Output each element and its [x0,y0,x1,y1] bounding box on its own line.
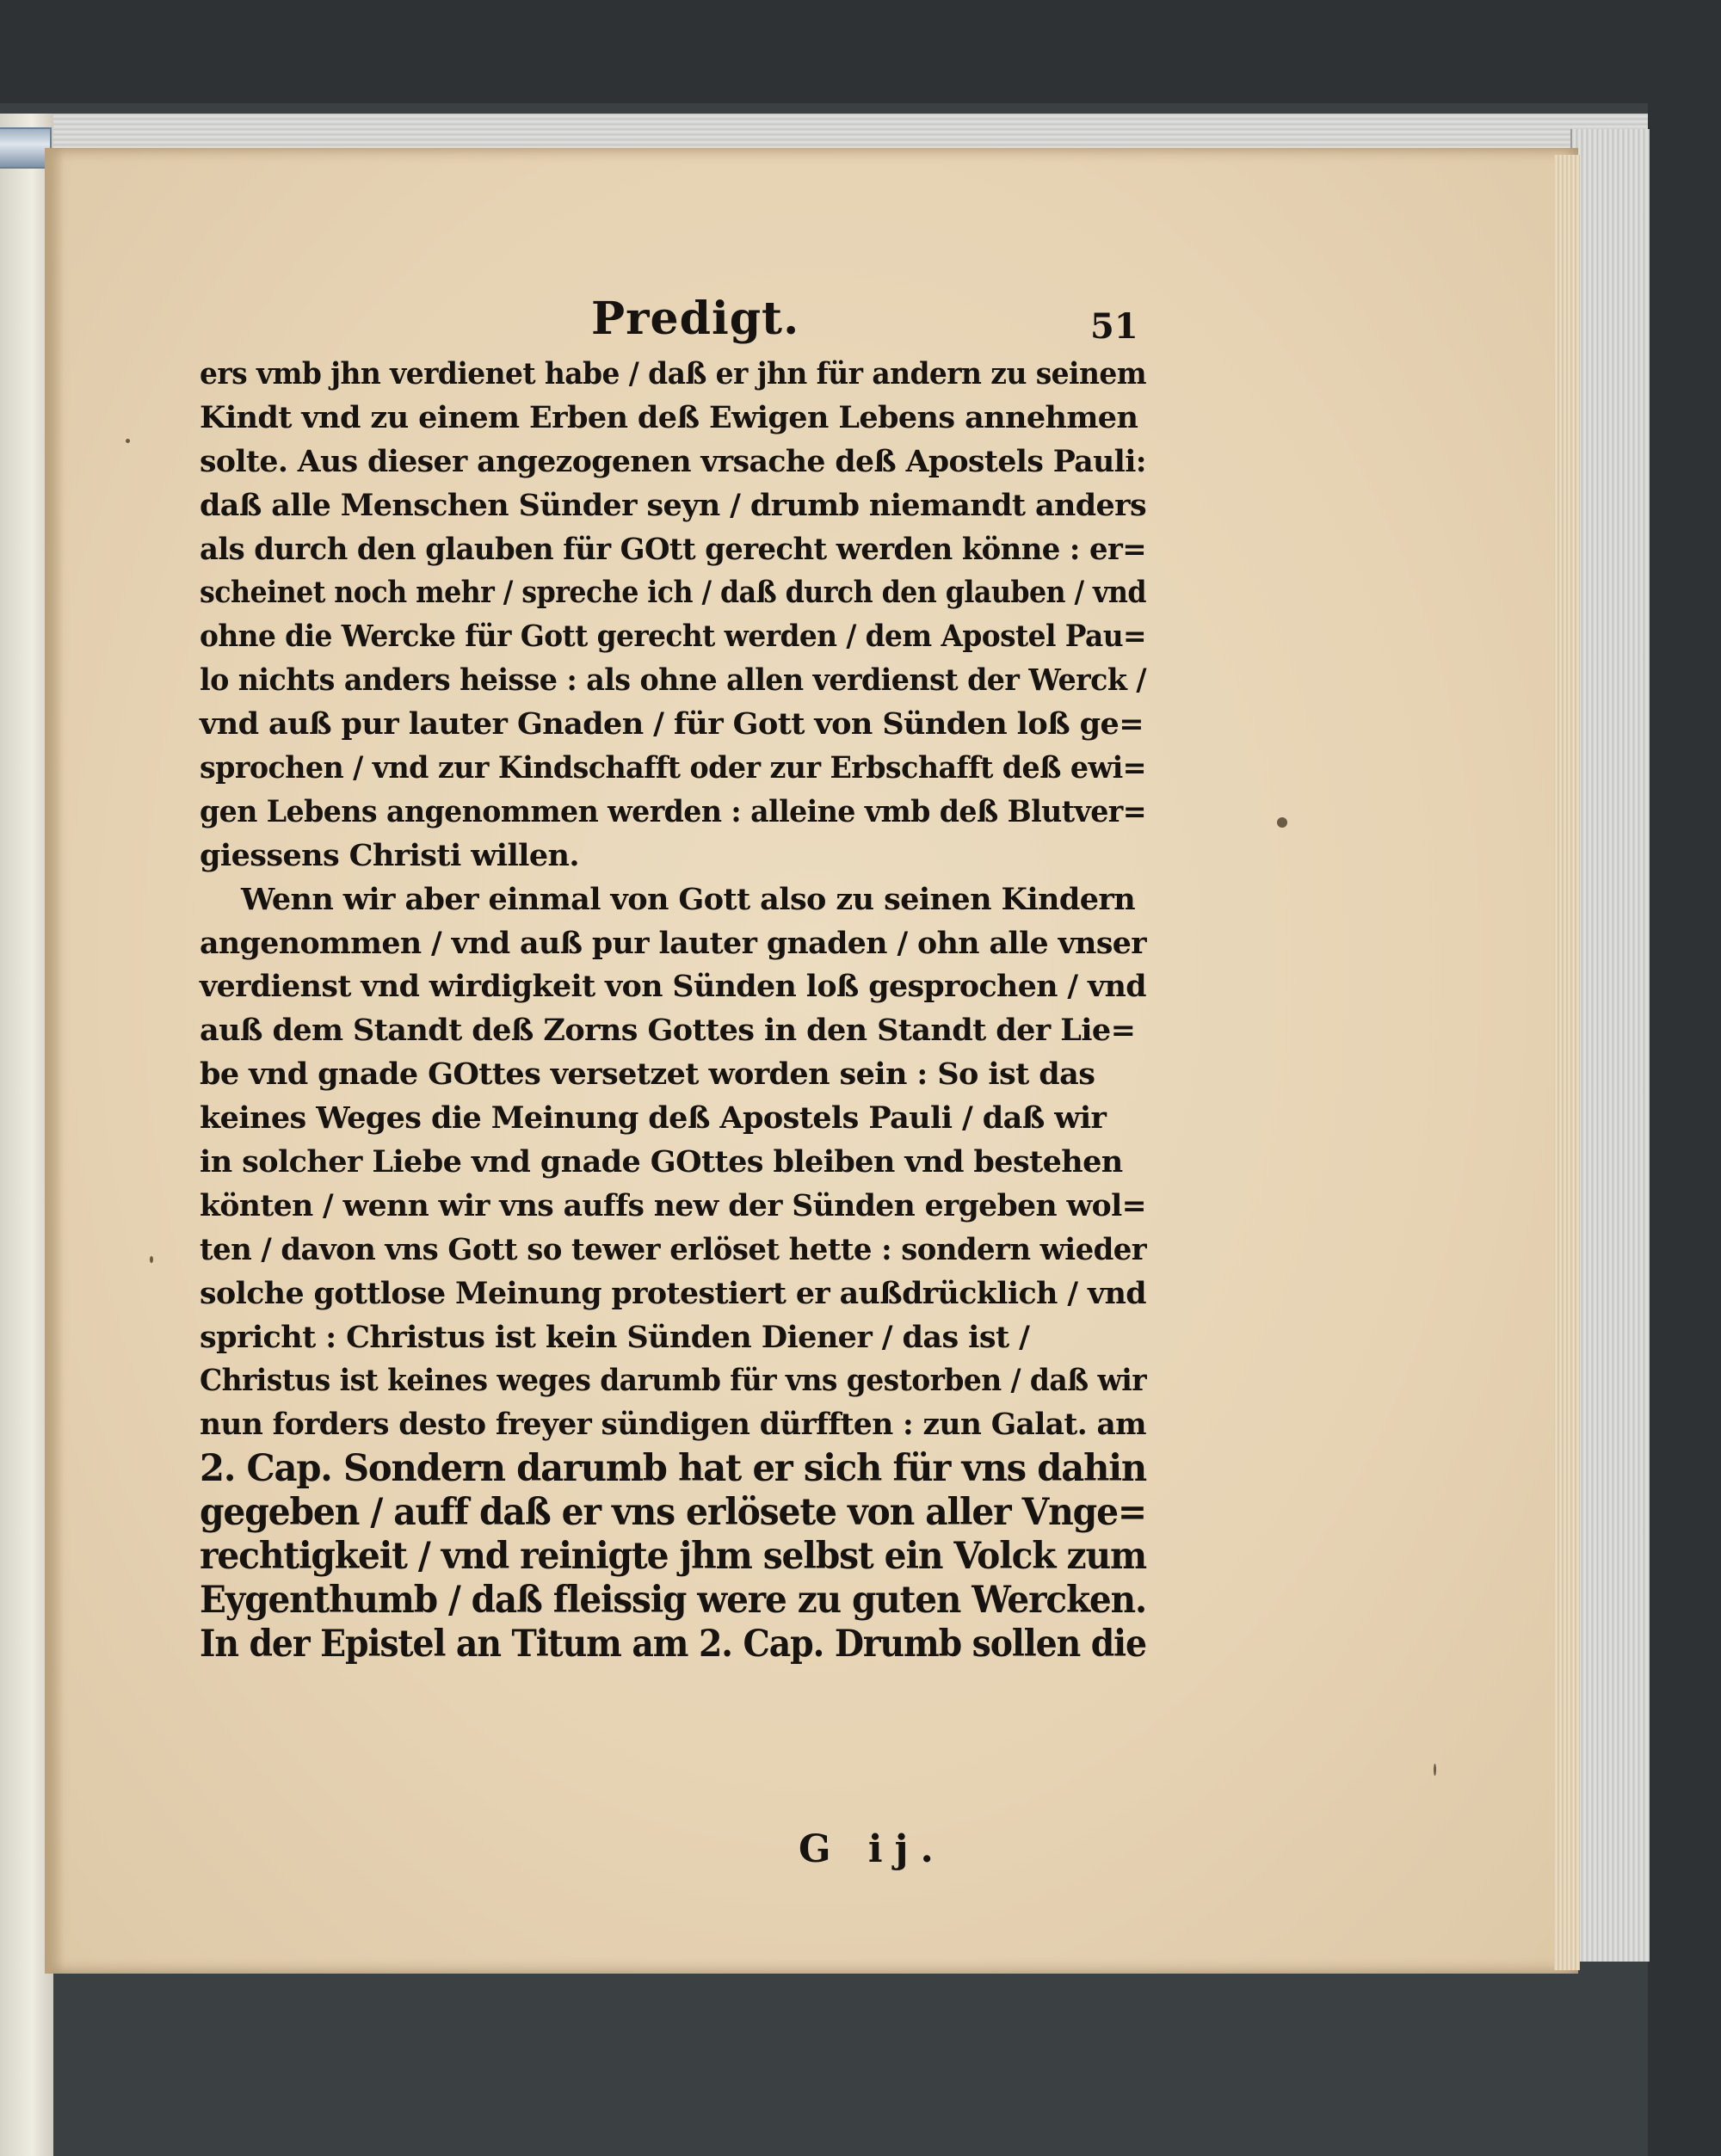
text-line: gen Lebens angenommen werden : alleine vmb deß Blutver= [200,793,1146,829]
scripture-quote-line: 2. Cap. Sondern darumb hat er sich für vns dahin [200,1447,1146,1491]
ink-speck [150,1256,153,1263]
ink-speck [1434,1764,1436,1776]
text-line: auß dem Standt deß Zorns Gottes in den Standt der Lie= [200,1013,1136,1049]
text-line: lo nichts anders heisse : als ohne allen verdienst der Werck / [200,662,1146,699]
text-line: ten / davon vns Gott so tewer erlöset hette : sondern wieder [200,1231,1146,1267]
signature-mark: G ij. [799,1827,946,1871]
book-cover-right [1570,129,1650,1962]
page-gutter-shadow [45,148,64,1974]
book-cover-top [53,114,1648,150]
ink-speck [1277,817,1287,828]
page-number: 51 [1090,306,1138,347]
text-line: keines Weges die Meinung deß Apostels Pauli / daß wir [200,1100,1107,1137]
text-line: scheinet noch mehr / spreche ich / daß durch den glauben / vnd [200,575,1146,611]
page-header [200,293,1146,348]
text-line: verdienst vnd wirdigkeit von Sünden loß gesprochen / vnd [200,969,1146,1005]
scripture-quote-line: In der Epistel an Titum am 2. Cap. Drumb sollen die [200,1622,1146,1666]
scripture-quote-line: gegeben / auff daß er vns erlösete von aller Vnge= [200,1491,1146,1535]
text-line: ohne die Wercke für Gott gerecht werden / dem Apostel Pau= [200,619,1146,655]
running-head: Predigt. [591,293,800,345]
text-line: ers vmb jhn verdienet habe / daß er jhn für andern zu seinem [200,356,1146,391]
text-line: angenommen / vnd auß pur lauter gnaden / ohn alle vnser [200,925,1146,961]
text-line: Christus ist keines weges darumb für vns gestorben / daß wir [200,1363,1146,1399]
scripture-quote-line: rechtigkeit / vnd reinigte jhm selbst ein Volck zum [200,1535,1146,1579]
text-line: daß alle Menschen Sünder seyn / drumb niemandt anders [200,487,1146,523]
ink-speck [126,439,130,443]
text-line: sprochen / vnd zur Kindschafft oder zur Erbschafft deß ewi= [200,750,1146,786]
text-line: giessens Christi willen. [200,837,579,873]
scripture-quote-line: Eygenthumb / daß fleissig were zu guten Wercken. [200,1578,1146,1622]
text-line: solte. Aus dieser angezogenen vrsache deß Apostels Pauli: [200,443,1146,479]
paragraph-start-line: Wenn wir aber einmal von Gott also zu seinen Kindern [241,881,1136,917]
printed-text-block [200,293,1146,1666]
text-line: spricht : Christus ist kein Sünden Diener / das ist / [200,1319,1030,1355]
text-line: in solcher Liebe vnd gnade GOttes bleiben vnd bestehen [200,1144,1123,1180]
text-line: be vnd gnade GOttes versetzet worden sein : So ist das [200,1056,1095,1093]
text-line: solche gottlose Meinung protestiert er außdrücklich / vnd [200,1275,1146,1311]
text-line: als durch den glauben für GOtt gerecht werden könne : er= [200,531,1146,567]
text-line: nun forders desto freyer sündigen dürfften : zun Galat. am [200,1407,1146,1443]
text-line: vnd auß pur lauter Gnaden / für Gott von Sünden loß ge= [200,706,1144,742]
metal-clasp [0,127,52,169]
text-line: Kindt vnd zu einem Erben deß Ewigen Lebens annehmen [200,399,1138,435]
page-edge [1554,155,1580,1970]
text-line: könten / wenn wir vns auffs new der Sünden ergeben wol= [200,1187,1146,1223]
